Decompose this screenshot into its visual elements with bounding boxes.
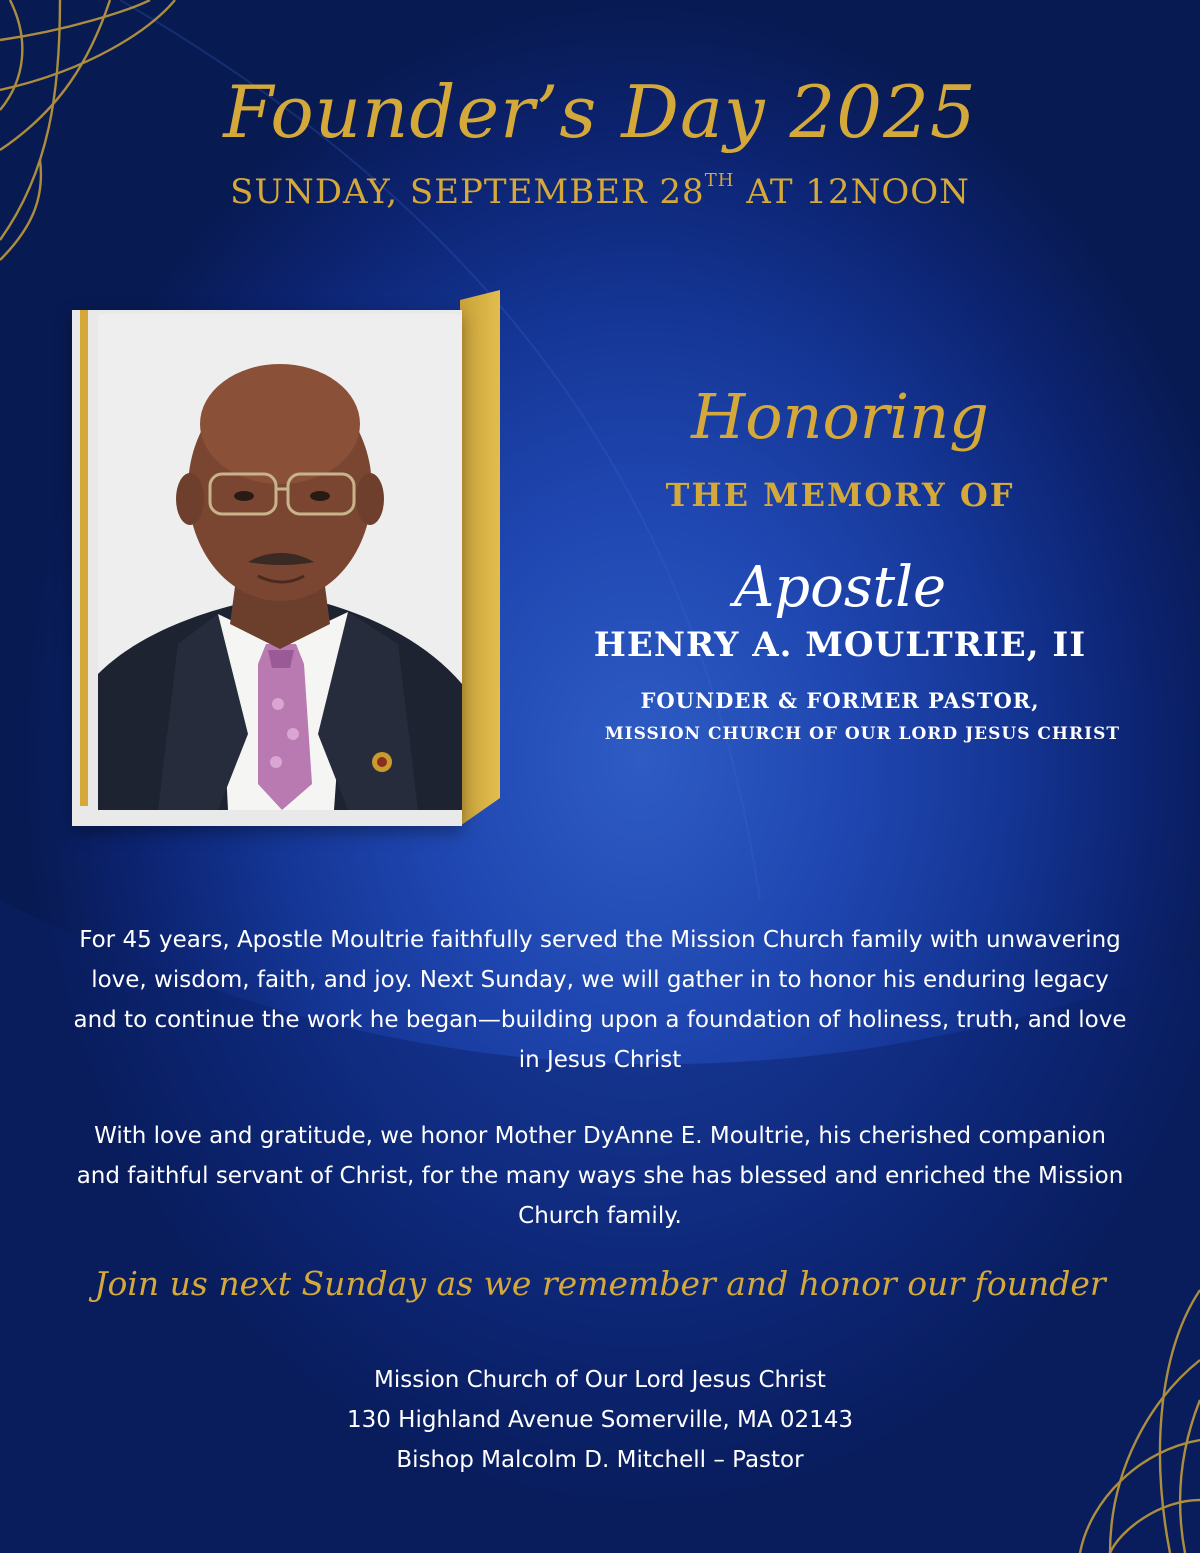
church-info [0, 1360, 1200, 1480]
invitation-line: Join us next Sunday as we remember and honor our founder [94, 1264, 1106, 1303]
apostle-title: Apostle [733, 555, 947, 620]
tribute-paragraph-2: With love and gratitude, we honor Mother DyAnne E. Moultrie, his cherished companion and faithful servant of Christ, for the many ways she has blessed and enriched the Mission Church family. [76, 1123, 1124, 1229]
honoring-heading: Honoring [691, 380, 989, 453]
book-edge [80, 310, 88, 806]
honoree-church: MISSION CHURCH OF OUR LORD JESUS CHRIST [604, 724, 1120, 744]
portrait-book-frame [72, 290, 500, 836]
memory-of-subheading: THE MEMORY OF [665, 476, 1015, 514]
event-time: AT 12NOON [734, 172, 970, 212]
tribute-paragraph-1: For 45 years, Apostle Moultrie faithfully served the Mission Church family with unwavering love, wisdom, faith, and joy. Next Sunday, we will gather in to honor his enduring legacy and to continue the work he began—building upon a foundation of holiness, truth, and love in Jesus Christ [73, 927, 1127, 1073]
church-address: 130 Highland Avenue Somerville, MA 02143 [346, 1407, 854, 1433]
event-date-main: SUNDAY, SEPTEMBER 28 [230, 172, 705, 212]
church-pastor: Bishop Malcolm D. Mitchell – Pastor [396, 1447, 804, 1473]
event-date [0, 172, 1200, 212]
honoree-role: FOUNDER & FORMER PASTOR, [640, 688, 1040, 713]
honoree-name: HENRY A. MOULTRIE, II [593, 625, 1087, 665]
portrait-photo [98, 314, 462, 810]
event-date-suffix: TH [704, 170, 735, 191]
book-spine [460, 290, 500, 836]
event-title: Founder’s Day 2025 [223, 70, 977, 154]
portrait-illustration [98, 314, 462, 810]
church-name: Mission Church of Our Lord Jesus Christ [374, 1367, 826, 1393]
